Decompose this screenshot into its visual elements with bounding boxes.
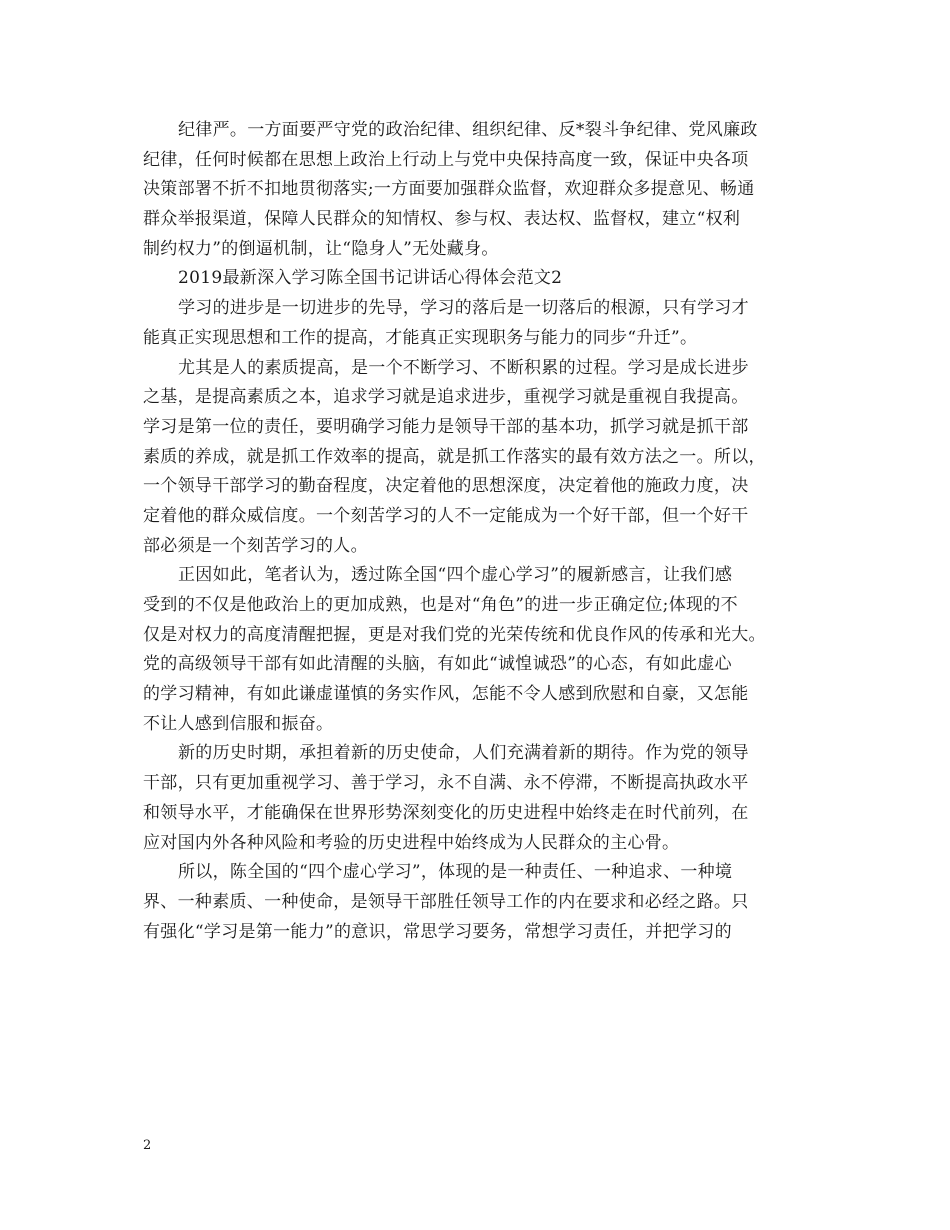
text-line: 定着他的群众威信度。一个刻苦学习的人不一定能成为一个好干部，但一个好干 [143,505,749,526]
text-line: 学习的进步是一切进步的先导，学习的落后是一切落后的根源，只有学习才 [178,298,749,319]
text-line: 2019最新深入学习陈全国书记讲话心得体会范文2 [178,268,563,289]
body-text [143,116,807,947]
text-line: 受到的不仅是他政治上的更加成熟，也是对“角色”的进一步正确定位;体现的不 [143,595,738,615]
text-line: 和领导水平，才能确保在世界形势深刻变化的历史进程中始终走在时代前列，在 [143,802,749,823]
text-line: 一个领导干部学习的勤奋程度，决定着他的思想深度，决定着他的施政力度，决 [143,476,749,497]
text-line: 纪律严。一方面要严守党的政治纪律、组织纪律、反*裂斗争纪律、党风廉政 [178,120,758,140]
text-line: 正因如此，笔者认为，透过陈全国“四个虚心学习”的履新感言，让我们感 [178,565,733,586]
text-line: 不让人感到信服和振奋。 [143,713,334,734]
text-line: 仅是对权力的高度清醒把握，更是对我们党的光荣传统和优良作风的传承和光大。 [143,624,766,645]
text-line: 部必须是一个刻苦学习的人。 [143,535,368,556]
text-line: 有强化“学习是第一能力”的意识，常思学习要务，常想学习责任，并把学习的 [143,921,732,942]
text-line: 之基，是提高素质之本，追求学习就是追求进步，重视学习就是重视自我提高。 [143,387,749,408]
text-line: 党的高级领导干部有如此清醒的头脑，有如此“诚惶诚恐”的心态，有如此虚心 [143,654,732,675]
text-line: 制约权力”的倒逼机制，让“隐身人”无处藏身。 [143,238,499,259]
text-line: 干部，只有更加重视学习、善于学习，永不自满、永不停滞，不断提高执政水平 [143,773,749,794]
text-line: 应对国内外各种风险和考验的历史进程中始终成为人民群众的主心骨。 [143,832,680,853]
text-line: 所以，陈全国的“四个虚心学习”，体现的是一种责任、一种追求、一种境 [178,862,733,883]
text-line: 决策部署不折不扣地贯彻落实;一方面要加强群众监督，欢迎群众多提意见、畅通 [143,179,755,200]
text-line: 学习是第一位的责任，要明确学习能力是领导干部的基本功，抓学习就是抓干部 [143,416,749,437]
text-line: 界、一种素质、一种使命，是领导干部胜任领导工作的内在要求和必经之路。只 [143,891,749,912]
page-number: 2 [143,1138,152,1153]
text-line: 素质的养成，就是抓工作效率的提高，就是抓工作落实的最有效方法之一。所以， [143,446,766,467]
text-line: 新的历史时期，承担着新的历史使命，人们充满着新的期待。作为党的领导 [178,743,749,764]
text-line: 能真正实现思想和工作的提高，才能真正实现职务与能力的同步“升迁”。 [143,327,698,348]
text-line: 群众举报渠道，保障人民群众的知情权、参与权、表达权、监督权，建立“权利 [143,209,741,230]
text-line: 纪律，任何时候都在思想上政治上行动上与党中央保持高度一致，保证中央各项 [143,149,749,170]
text-line: 尤其是人的素质提高，是一个不断学习、不断积累的过程。学习是成长进步 [178,357,749,378]
text-line: 的学习精神，有如此谦虚谨慎的务实作风，怎能不令人感到欣慰和自豪，又怎能 [143,684,749,705]
